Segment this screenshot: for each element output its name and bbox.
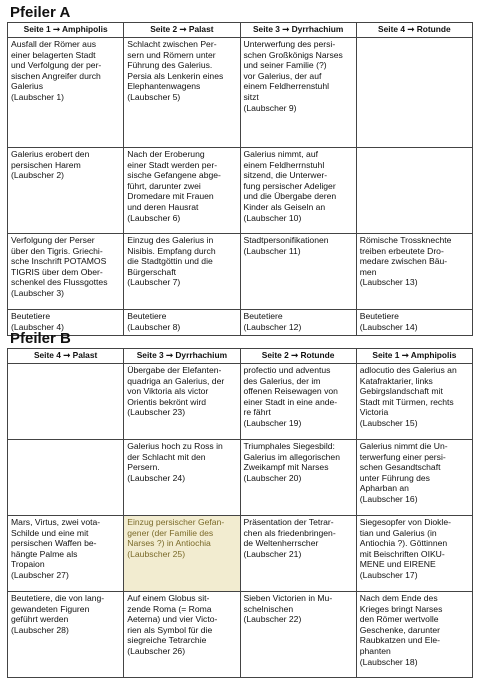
- table-row: [8, 516, 473, 592]
- header-cell: Seite 4 ➞ Rotunde: [356, 23, 472, 38]
- table-cell: Auf einem Globus sit- zende Roma (= Roma Aeterna) und vier Victo- rien als Symbol für die siegreiche Tetrarchie (Laubscher 26): [124, 592, 240, 678]
- table-row: [8, 364, 473, 440]
- table-row: [8, 234, 473, 310]
- table-cell: Verfolgung der Perser über den Tigris. Griechi- sche Inschrift POTAMOS TIGRIS über dem Ober- schenkel des Flussgottes (Laubscher 3): [8, 234, 124, 310]
- header-cell: Seite 2 ➞ Palast: [124, 23, 240, 38]
- table-row: [8, 148, 473, 234]
- header-cell: Seite 2 ➞ Rotunde: [240, 349, 356, 364]
- table-cell: [8, 364, 124, 440]
- table-cell: Einzug des Galerius in Nisibis. Empfang durch die Stadtgöttin und die Bürgerschaft (Laubscher 7): [124, 234, 240, 310]
- header-cell: Seite 1 ➞ Amphipolis: [356, 349, 472, 364]
- table-cell: Triumphales Siegesbild: Galerius im allegorischen Zweikampf mit Narses (Laubscher 20): [240, 440, 356, 516]
- header-cell: Seite 4 ➞ Palast: [8, 349, 124, 364]
- table-row: [8, 440, 473, 516]
- table-cell: Galerius nimmt die Un- terwerfung einer persi- schen Gesandtschaft unter Führung des Apharban an (Laubscher 16): [356, 440, 472, 516]
- header-row: [8, 23, 473, 38]
- table-cell: Ausfall der Römer aus einer belagerten Stadt und Verfolgung der per- sischen Angreifer durch Galerius (Laubscher 1): [8, 38, 124, 148]
- table-cell: Präsentation der Tetrar- chen als friedenbringen- de Weltenherrscher (Laubscher 21): [240, 516, 356, 592]
- section-title-pfeiler-b: Pfeiler B: [10, 330, 71, 347]
- table-cell: Übergabe der Elefanten- quadriga an Galerius, der von Viktoria als victor Orientis bekrönt wird (Laubscher 23): [124, 364, 240, 440]
- table-cell: Galerius erobert den persischen Harem (Laubscher 2): [8, 148, 124, 234]
- table-cell: [8, 440, 124, 516]
- header-cell: Seite 3 ➞ Dyrrhachium: [240, 23, 356, 38]
- table-cell: Siegesopfer von Diokle- tian und Galerius (in Antiochia ?). Göttinnen mit Beischriften OIKU- MENE und EIRENE (Laubscher 17): [356, 516, 472, 592]
- table-cell: Stadtpersonifikationen (Laubscher 11): [240, 234, 356, 310]
- table-cell: Beutetiere (Laubscher 4): [8, 310, 124, 336]
- section-title-pfeiler-a: Pfeiler A: [10, 4, 71, 21]
- table-row: [8, 38, 473, 148]
- table-cell: Unterwerfung des persi- schen Großkönigs Narses und seiner Familie (?) vor Galerius, der auf einem Feldherrenstuhl sitzt (Laubscher 9): [240, 38, 356, 148]
- table-cell: Mars, Virtus, zwei vota- Schilde und eine mit persischen Waffen be- hängte Palme als Tropaion (Laubscher 27): [8, 516, 124, 592]
- table-pfeiler-a: [7, 22, 473, 336]
- header-row: [8, 349, 473, 364]
- table-cell: Römische Trossknechte treiben erbeutete Dro- medare zwischen Bäu- men (Laubscher 13): [356, 234, 472, 310]
- table-cell: [356, 148, 472, 234]
- table-cell: profectio und adventus des Galerius, der im offenen Reisewagen von einer Stadt in eine ande- re fährt (Laubscher 19): [240, 364, 356, 440]
- table-cell: Beutetiere, die von lang- gewandeten Figuren geführt werden (Laubscher 28): [8, 592, 124, 678]
- table-cell: Beutetiere (Laubscher 8): [124, 310, 240, 336]
- table-pfeiler-b: [7, 348, 473, 678]
- table-row: [8, 310, 473, 336]
- header-cell: Seite 1 ➞ Amphipolis: [8, 23, 124, 38]
- table-cell-highlighted: Einzug persischer Gefan- gener (der Familie des Narses ?) in Antiochia (Laubscher 25): [124, 516, 240, 592]
- table-cell: Beutetiere (Laubscher 12): [240, 310, 356, 336]
- header-cell: Seite 3 ➞ Dyrrhachium: [124, 349, 240, 364]
- table-cell: Nach dem Ende des Krieges bringt Narses den Römer wertvolle Geschenke, darunter Raubkatzen und Ele- phanten (Laubscher 18): [356, 592, 472, 678]
- table-cell: Galerius hoch zu Ross in der Schlacht mit den Persern. (Laubscher 24): [124, 440, 240, 516]
- table-cell: adlocutio des Galerius an Katafraktarier, links Gebirgslandschaft mit Stadt mit Türmen, rechts Victoria (Laubscher 15): [356, 364, 472, 440]
- table-cell: Beutetiere (Laubscher 14): [356, 310, 472, 336]
- table-row: [8, 592, 473, 678]
- table-cell: Galerius nimmt, auf einem Feldherrnstuhl sitzend, die Unterwer- fung persischer Adeliger und die Übergabe deren Kinder als Geiseln an (Laubscher 10): [240, 148, 356, 234]
- table-cell: Nach der Eroberung einer Stadt werden per- sische Gefangene abge- führt, darunter zwei Dromedare mit Frauen und deren Hausrat (Laubscher 6): [124, 148, 240, 234]
- table-cell: Sieben Victorien in Mu- schelnischen (Laubscher 22): [240, 592, 356, 678]
- table-cell: Schlacht zwischen Per- sern und Römern unter Führung des Galerius. Persia als Lenkerin eines Elephantenwagens (Laubscher 5): [124, 38, 240, 148]
- table-cell: [356, 38, 472, 148]
